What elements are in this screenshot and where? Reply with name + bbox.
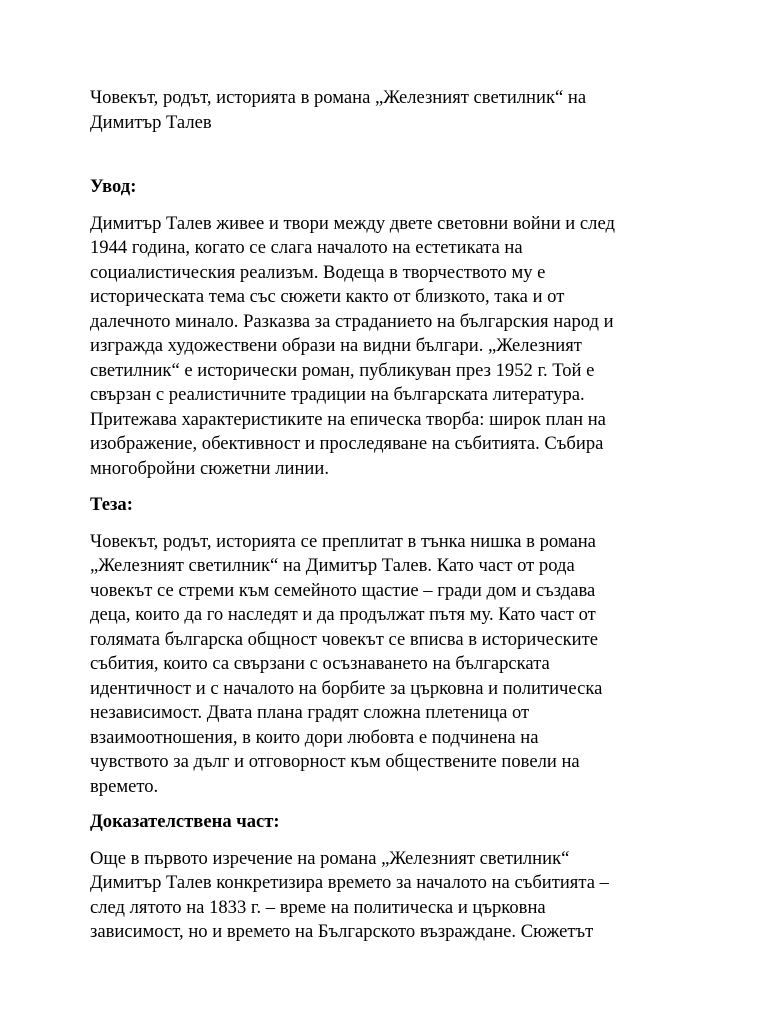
section-heading-thesis: Теза:: [90, 494, 133, 515]
text-line: далечното минало. Разказва за страданието на българския народ и: [90, 310, 614, 332]
text-line: 1944 година, когато се слага началото на естетиката на: [90, 237, 523, 258]
text-line: събития, които са свързани с осъзнаването на българската: [90, 653, 550, 674]
text-line: многобройни сюжетни линии.: [90, 457, 329, 479]
text-line: изгражда художествени образи на видни българи. „Железният: [90, 335, 582, 356]
text-line: зависимост, но и времето на Българското възраждане. Сюжетът: [90, 921, 594, 942]
text-line: човекът се стреми към семейното щастие – гради дом и създава: [90, 579, 596, 601]
text-line: историческата тема със сюжети както от близкото, така и от: [90, 286, 565, 307]
document-page: [90, 86, 690, 945]
text-line: свързан с реалистичните традиции на българската литература.: [90, 384, 585, 405]
text-line: независимост. Двата плана градят сложна плетеница от: [90, 702, 530, 723]
proof-paragraph: [90, 847, 690, 945]
text-line: социалистическия реализъм. Водеща в творчеството му е: [90, 261, 546, 283]
text-line: взаимоотношения, в които дори любовта е подчинена на: [90, 726, 539, 748]
text-line: времето.: [90, 775, 159, 797]
section-heading-intro: Увод:: [90, 176, 137, 197]
text-line: Притежава характеристиките на епическа творба: широк план на: [90, 408, 606, 430]
text-line: Още в първото изречение на романа „Железният светилник“: [90, 847, 570, 869]
text-line: изображение, обективност и проследяване на събитията. Събира: [90, 433, 604, 454]
text-line: Човекът, родът, историята се преплитат в тънка нишка в романа: [90, 530, 596, 552]
text-line: голямата българска общност човекът се вписва в историческите: [90, 628, 598, 650]
section-heading-proof: Доказателствена част:: [90, 811, 280, 832]
intro-paragraph: [90, 212, 690, 482]
text-line: чувството за дълг и отговорност към обществените повели на: [90, 751, 580, 772]
title-line: Човекът, родът, историята в романа „Железният светилник“ на: [90, 87, 587, 108]
text-line: деца, които да го наследят и да продължат пътя му. Като част от: [90, 604, 596, 625]
text-line: идентичност и с началото на борбите за църковна и политическа: [90, 677, 603, 699]
title-line: Димитър Талев: [90, 111, 212, 133]
text-line: Димитър Талев живее и твори между двете световни войни и след: [90, 212, 615, 234]
text-line: след лятото на 1833 г. – време на политическа и църковна: [90, 896, 546, 918]
text-line: Димитър Талев конкретизира времето за началото на събитията –: [90, 872, 609, 893]
thesis-paragraph: [90, 530, 690, 800]
text-line: светилник“ е исторически роман, публикуван през 1952 г. Той е: [90, 359, 595, 381]
document-title: [90, 86, 690, 135]
text-line: „Железният светилник“ на Димитър Талев. Като част от рода: [90, 555, 575, 576]
